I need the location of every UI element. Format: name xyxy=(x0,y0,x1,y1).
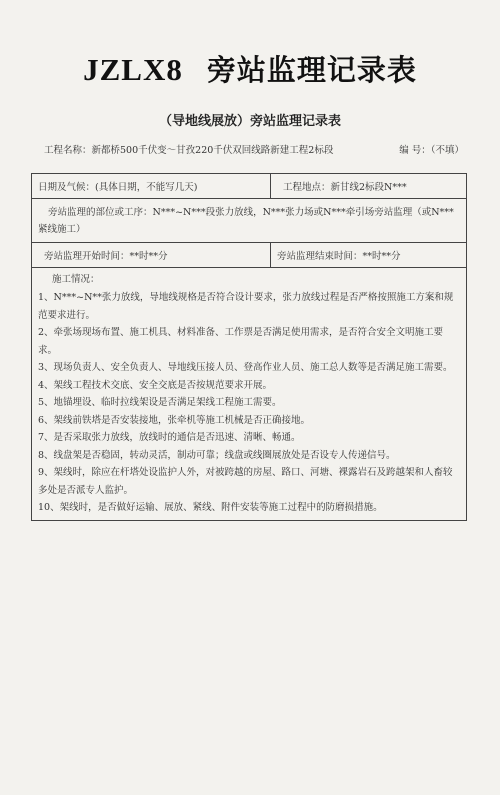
start-value: **时**分 xyxy=(129,251,168,262)
situation-row xyxy=(32,268,467,521)
situation-label: 施工情况： xyxy=(52,274,100,285)
form-subtitle: （导地线展放）旁站监理记录表 xyxy=(158,114,341,129)
date-cell[interactable] xyxy=(32,174,271,199)
list-item: 6、架线前铁塔是否安装接地，张牵机等施工机械是否正确接地。 xyxy=(38,414,311,426)
list-item: 2、牵张场现场布置、施工机具、材料准备、工作票是否满足使用需求，是否符合安全文明施工要求。 xyxy=(38,327,444,356)
list-item: 10、架线时，是否做好运输、展放、紧线、附件安装等施工过程中的防磨损措施。 xyxy=(38,502,383,513)
document-title xyxy=(0,48,500,89)
record-form-table xyxy=(31,173,467,521)
list-item: 7、是否采取张力放线，放线时的通信是否迅速、清晰、畅通。 xyxy=(38,432,301,443)
part-cell[interactable] xyxy=(32,199,467,243)
start-time-cell[interactable] xyxy=(32,243,271,268)
form-title: 旁站监理记录表 xyxy=(206,53,417,87)
situation-cell[interactable] xyxy=(32,268,467,521)
part-value: N***~N***段张力放线，N***张力场或N***牵引场旁站监理（或N***紧线施工） xyxy=(38,206,454,235)
project-name: 新都桥500千伏变～甘孜220千伏双回线路新建工程2标段 xyxy=(91,145,334,156)
project-name-line xyxy=(34,142,384,159)
date-value: (具体日期，不能写几天) xyxy=(95,182,198,193)
project-label: 工程名称： xyxy=(44,145,92,156)
project-meta xyxy=(34,142,464,159)
end-time-cell[interactable] xyxy=(271,243,467,268)
list-item: 8、线盘架是否稳固，转动灵活，制动可靠；线盘或线圈展放处是否设专人传递信号。 xyxy=(38,449,396,461)
start-label: 旁站监理开始时间： xyxy=(44,251,130,262)
list-item: 9、架线时，除应在杆塔处设监护人外，对被跨越的房屋、路口、河塘、裸露岩石及跨越架和人畜较多处是否派专人监护。 xyxy=(38,467,453,496)
date-label: 日期及气候： xyxy=(38,182,96,193)
end-value: **时**分 xyxy=(362,251,401,262)
situation-items xyxy=(38,289,460,517)
location-label: 工程地点： xyxy=(283,182,331,193)
serial-number: 编 号：（不填） xyxy=(399,145,464,156)
end-label: 旁站监理结束时间： xyxy=(277,251,363,262)
location-value: 新甘线2标段N*** xyxy=(330,182,407,193)
location-cell[interactable] xyxy=(271,174,467,199)
list-item: 1、N***~N**张力放线，导地线规格是否符合设计要求，张力放线过程是否严格按照施工方案和规范要求进行。 xyxy=(38,292,454,321)
time-row xyxy=(32,243,467,268)
list-item: 4、架线工程技术交底、安全交底是否按规范要求开展。 xyxy=(38,379,273,391)
form-code: JZLX8 xyxy=(83,52,183,87)
part-label: 旁站监理的部位或工序： xyxy=(48,206,153,218)
list-item: 3、现场负责人、安全负责人、导地线压接人员、登高作业人员、施工总人数等是否满足施工需要。 xyxy=(38,362,453,373)
date-location-row xyxy=(32,174,467,199)
list-item: 5、地锚埋设、临时拉线架设是否满足架线工程施工需要。 xyxy=(38,397,282,408)
part-row xyxy=(32,199,467,243)
